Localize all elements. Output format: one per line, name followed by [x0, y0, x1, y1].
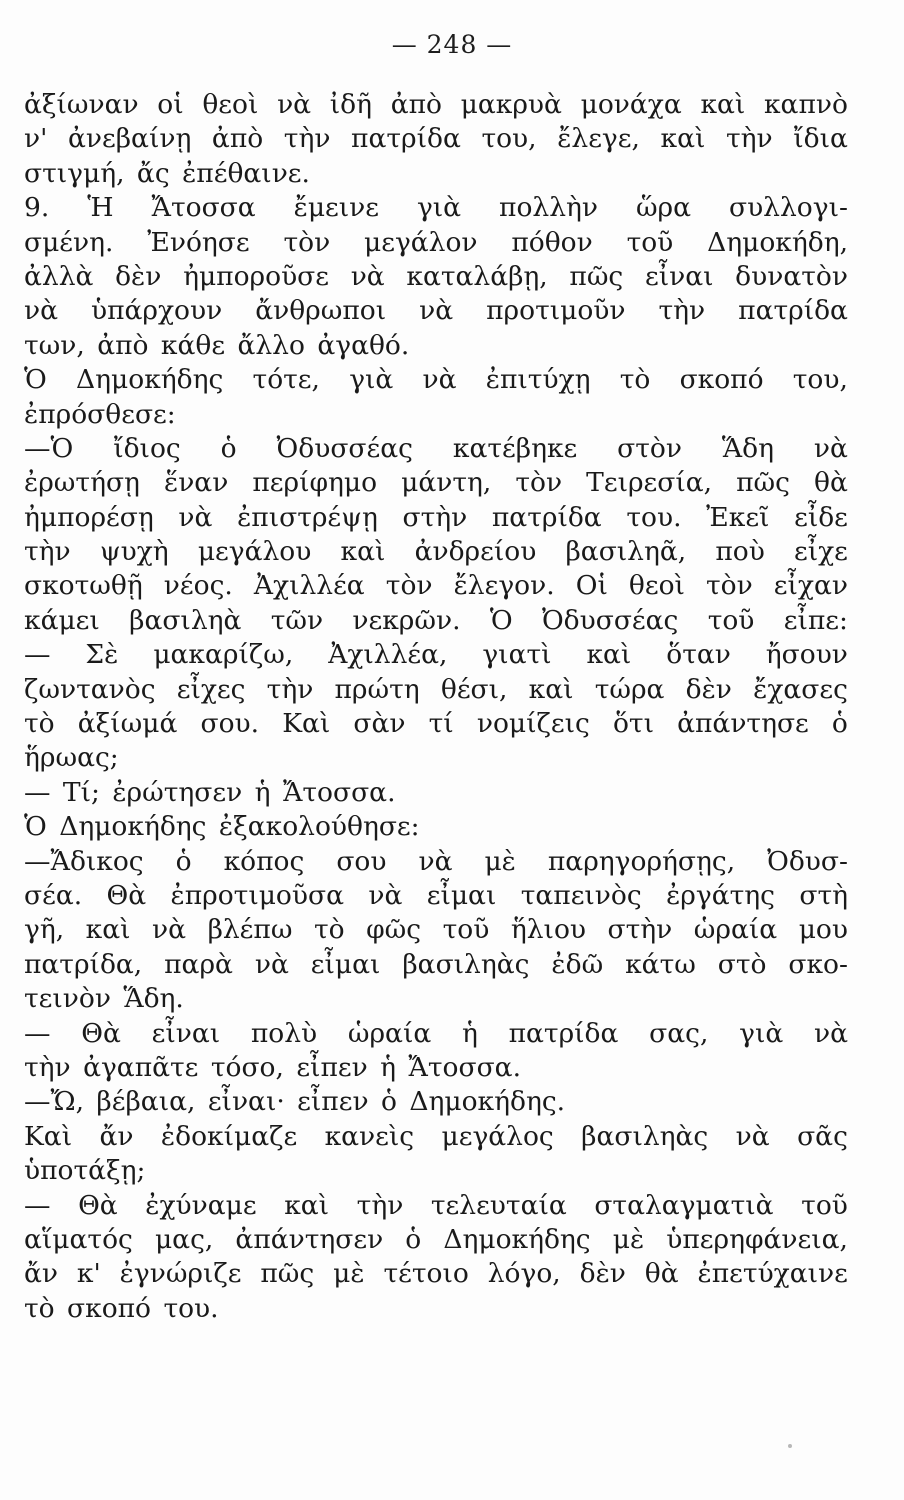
text-line: ν' ἀνεβαίνῃ ἀπὸ τὴν πατρίδα του, ἔλεγε, καὶ τὴν ἴδια	[24, 123, 848, 155]
text-body	[24, 88, 848, 1326]
text-line: ἠμπορέσῃ νὰ ἐπιστρέψῃ στὴν πατρίδα του. Ἐκεῖ εἶδε	[24, 501, 848, 533]
text-line: —Ὁ ἴδιος ὁ Ὀδυσσέας κατέβηκε στὸν Ἅδη νὰ	[24, 432, 848, 464]
text-line: — Θὰ εἶναι πολὺ ὡραία ἡ πατρίδα σας, γιὰ νὰ	[24, 1017, 848, 1049]
text-line: ἥρωας;	[24, 742, 119, 774]
text-line: Καὶ ἄν ἐδοκίμαζε κανεὶς μεγάλος βασιληὰς νὰ σᾶς	[24, 1120, 848, 1152]
text-line: αἵματός μας, ἀπάντησεν ὁ Δημοκήδης μὲ ὑπερηφάνεια,	[24, 1223, 848, 1255]
text-line: — Θὰ ἐχύναμε καὶ τὴν τελευταία σταλαγματιὰ τοῦ	[24, 1189, 848, 1221]
text-line: Ὁ Δημοκήδης τότε, γιὰ νὰ ἐπιτύχῃ τὸ σκοπό του,	[24, 364, 848, 396]
text-line: ἐρωτήσῃ ἕναν περίφημο μάντη, τὸν Τειρεσία, πῶς θὰ	[24, 467, 848, 499]
text-line: —Ὤ, βέβαια, εἶναι· εἶπεν ὁ Δημοκήδης.	[24, 1086, 566, 1118]
text-line: σμένη. Ἐνόησε τὸν μεγάλον πόθον τοῦ Δημοκήδη,	[24, 226, 848, 258]
text-line: στιγμή, ἄς ἐπέθαινε.	[24, 157, 310, 189]
text-line: κάμει βασιληὰ τῶν νεκρῶν. Ὁ Ὀδυσσέας τοῦ εἶπε:	[24, 604, 848, 636]
text-line: —Ἄδικος ὁ κόπος σου νὰ μὲ παρηγορήσῃς, Ὀδυσ-	[24, 845, 848, 877]
text-line: ἀλλὰ δὲν ἠμποροῦσε νὰ καταλάβῃ, πῶς εἶναι δυνατὸν	[24, 260, 848, 292]
text-line: — Σὲ μακαρίζω, Ἀχιλλέα, γιατὶ καὶ ὅταν ἤσουν	[24, 639, 848, 671]
text-line: των, ἀπὸ κάθε ἄλλο ἀγαθό.	[24, 329, 410, 361]
text-line: 9. Ἡ Ἄτοσσα ἔμεινε γιὰ πολλὴν ὥρα συλλογι-	[24, 192, 848, 224]
page-number: — 248 —	[391, 30, 513, 59]
text-line: ἀξίωναν οἱ θεοὶ νὰ ἰδῆ ἀπὸ μακρυὰ μονάχα καὶ καπνὸ	[24, 89, 848, 120]
text-line: σέα. Θὰ ἐπροτιμοῦσα νὰ εἶμαι ταπεινὸς ἐργάτης στὴ	[24, 879, 848, 911]
text-line: πατρίδα, παρὰ νὰ εἶμαι βασιληὰς ἐδῶ κάτω στὸ σκο-	[24, 948, 848, 980]
ink-speck	[788, 1444, 792, 1448]
text-line: — Τί; ἐρώτησεν ἡ Ἄτοσσα.	[24, 776, 396, 808]
text-line: ὑποτάξῃ;	[24, 1155, 146, 1187]
text-line: ζωντανὸς εἶχες τὴν πρώτη θέσι, καὶ τώρα δὲν ἔχασες	[24, 673, 848, 705]
text-line: γῆ, καὶ νὰ βλέπω τὸ φῶς τοῦ ἥλιου στὴν ὡραία μου	[24, 914, 848, 946]
text-line: ἐπρόσθεσε:	[24, 398, 176, 430]
text-line: τὸ ἀξίωμά σου. Καὶ σὰν τί νομίζεις ὅτι ἀπάντησε ὁ	[24, 708, 848, 740]
text-line: ἄν κ' ἐγνώριζε πῶς μὲ τέτοιο λόγο, δὲν θὰ ἐπετύχαινε	[24, 1258, 848, 1290]
text-line: σκοτωθῇ νέος. Ἀχιλλέα τὸν ἔλεγον. Οἱ θεοὶ τὸν εἶχαν	[24, 570, 848, 602]
text-line: τεινὸν Ἅδη.	[24, 983, 184, 1015]
text-line: τὴν ψυχὴ μεγάλου καὶ ἀνδρείου βασιληᾶ, ποὺ εἶχε	[24, 536, 848, 568]
text-line: τὴν ἀγαπᾶτε τόσο, εἶπεν ἡ Ἄτοσσα.	[24, 1051, 521, 1083]
text-line: Ὁ Δημοκήδης ἐξακολούθησε:	[24, 811, 420, 843]
text-line: νὰ ὑπάρχουν ἄνθρωποι νὰ προτιμοῦν τὴν πατρίδα	[24, 295, 848, 327]
text-line: τὸ σκοπό του.	[24, 1292, 219, 1324]
